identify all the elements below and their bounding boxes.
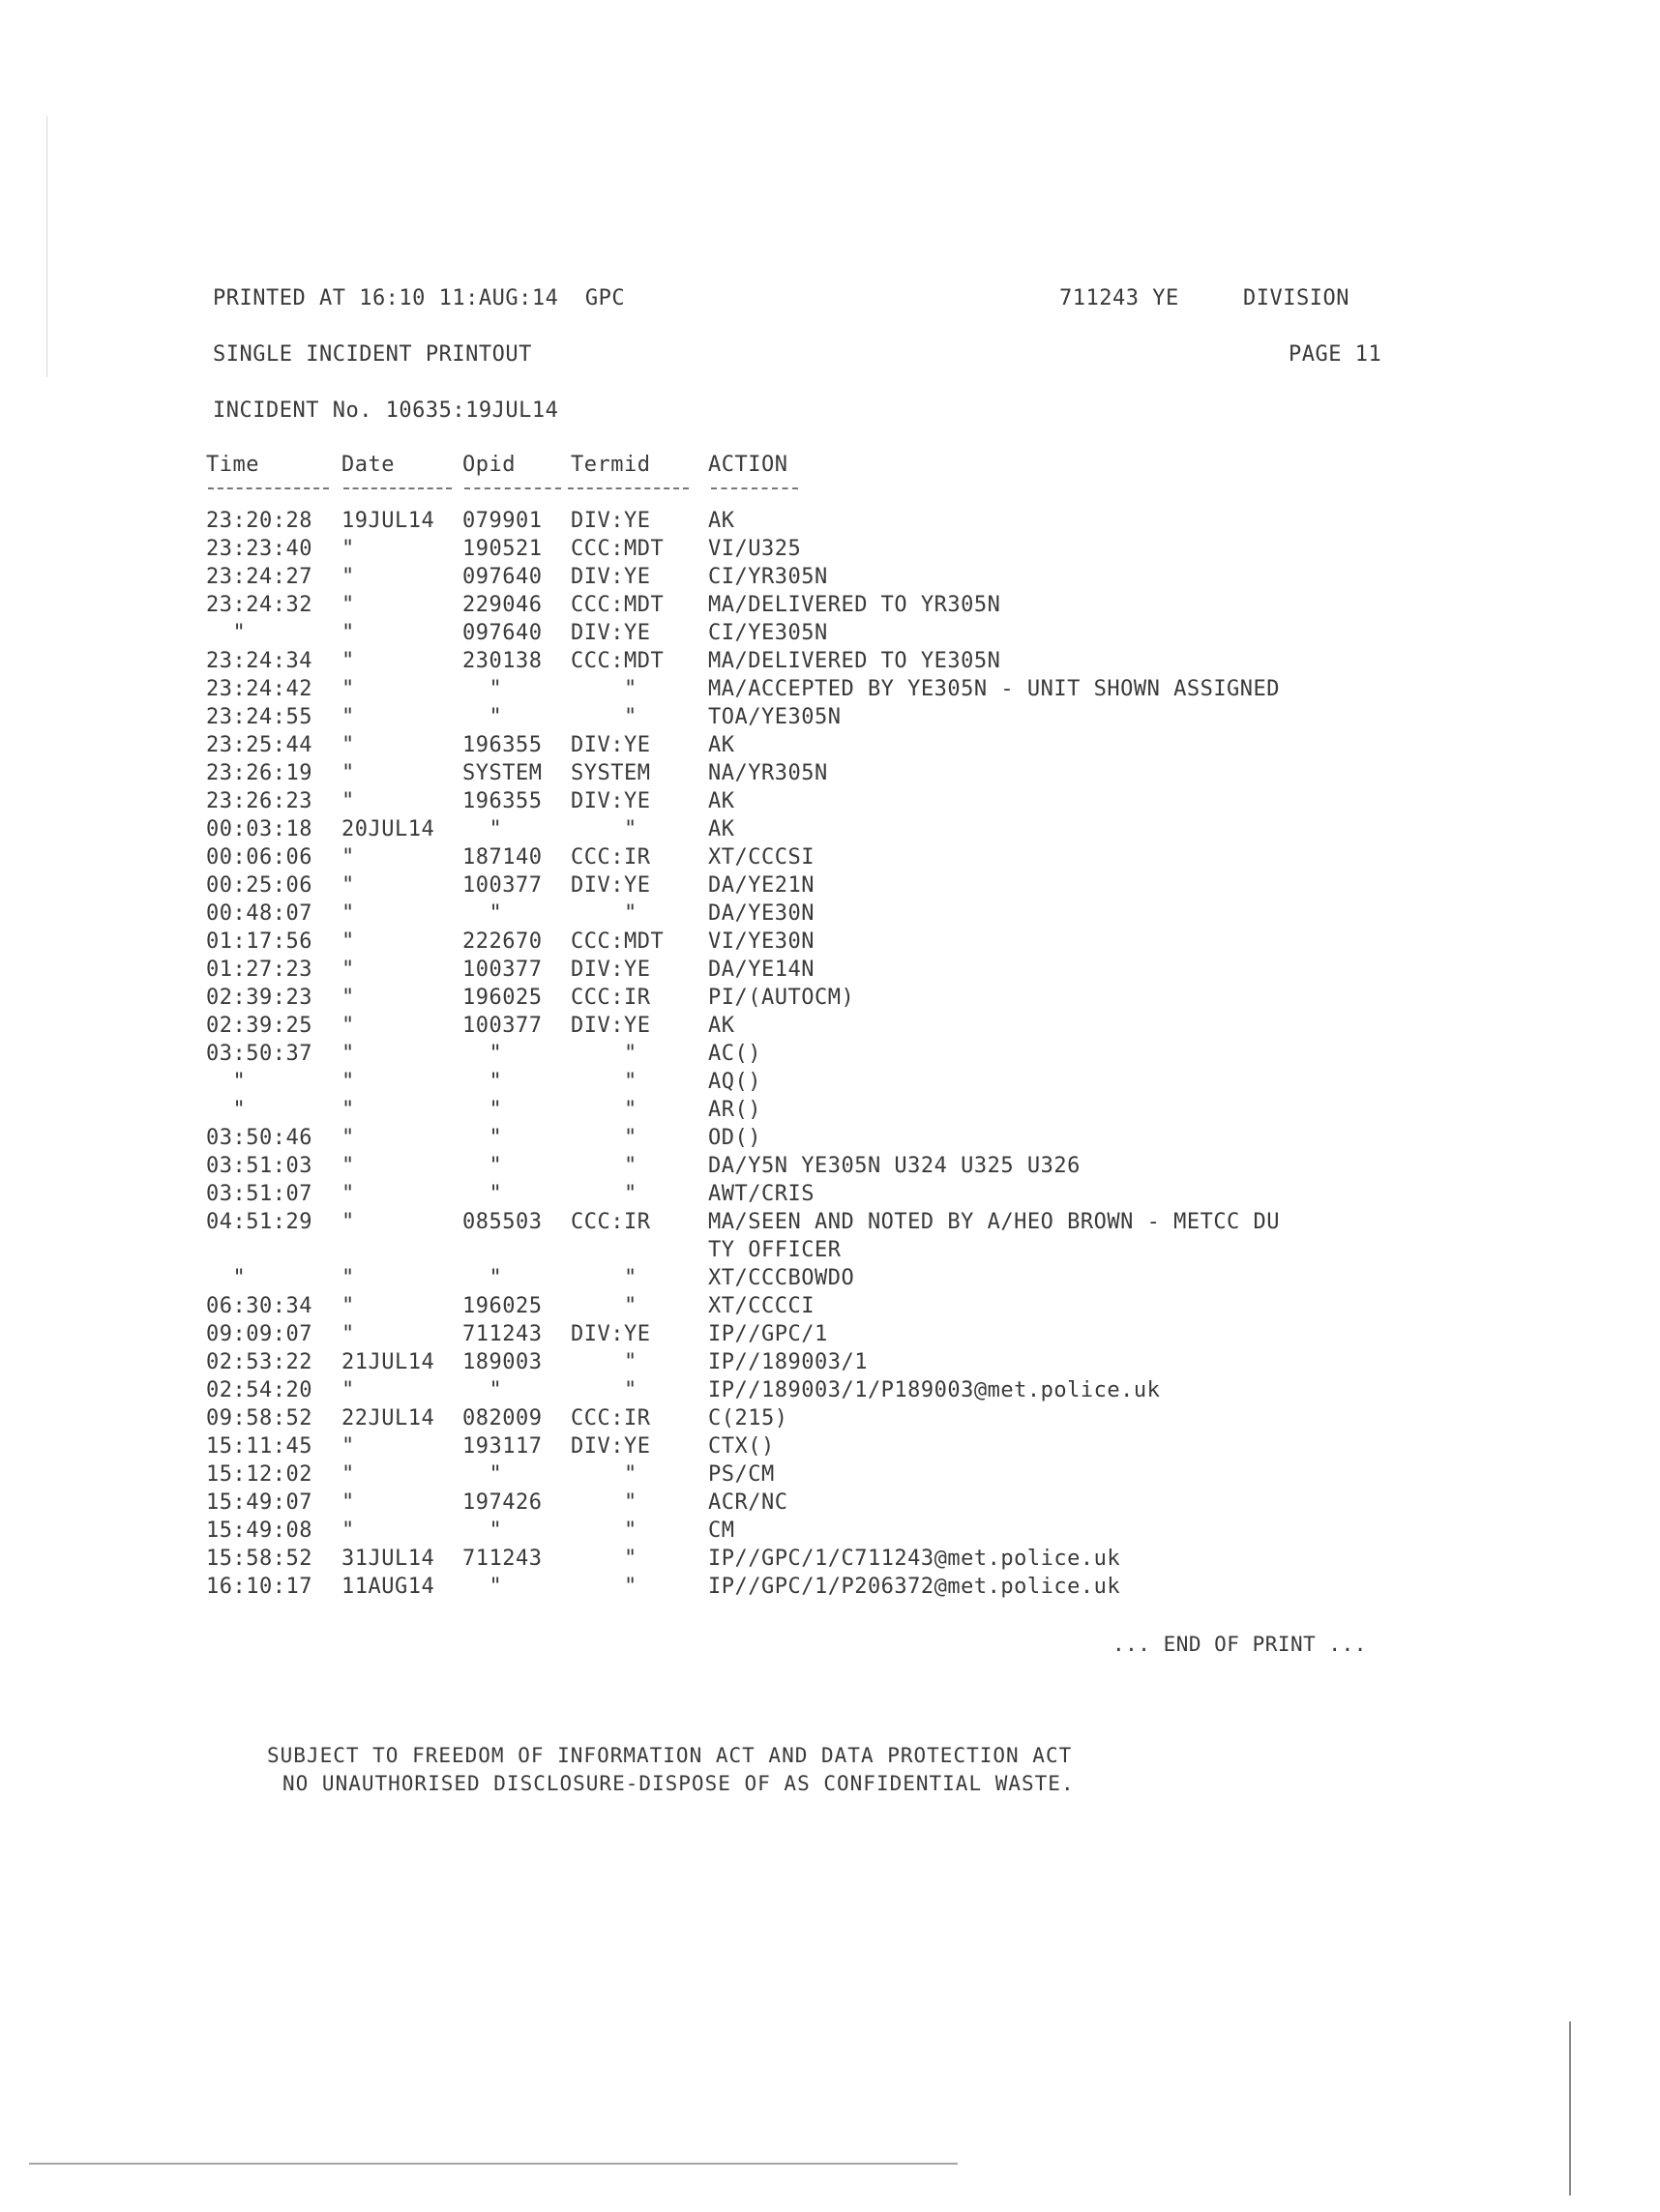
cell-opid: 100377 [462,1014,543,1038]
cell-opid: 082009 [462,1406,543,1430]
cell-action: CM [708,1519,735,1543]
cell-action: MA/DELIVERED TO YR305N [708,593,1001,617]
cell-opid: 085503 [462,1210,543,1234]
cell-date: " [341,677,355,701]
cell-time: 23:24:42 [206,677,312,701]
header-underline [343,487,452,489]
cell-opid: " [462,1042,503,1066]
cell-date: " [341,593,355,617]
cell-date: " [341,901,355,926]
column-header-time: Time [206,453,259,477]
cell-time: 02:39:25 [206,1014,312,1038]
cell-opid: 230138 [462,649,543,673]
cell-time: 23:26:23 [206,789,312,813]
cell-date: " [341,1266,355,1290]
cell-time: 02:53:22 [206,1350,312,1374]
header-underline-row [198,482,278,503]
table-row [198,873,815,901]
cell-date: " [341,621,355,645]
cell-termid: DIV:YE [571,565,651,589]
cell-date: " [341,565,355,589]
table-row [198,1575,1121,1603]
table-row [198,1182,815,1210]
cell-date: " [341,929,355,954]
header-underline [568,487,689,489]
cell-action: DA/YE14N [708,958,815,982]
cell-action: AR() [708,1098,761,1122]
cell-termid: " [571,1070,637,1094]
cell-date: " [341,1154,355,1178]
cell-termid: DIV:YE [571,873,651,898]
division-label: DIVISION [1243,286,1349,310]
cell-time: 03:51:07 [206,1182,312,1206]
cell-action: IP//GPC/1 [708,1322,828,1346]
cell-action: IP//189003/1 [708,1350,868,1374]
table-row [198,845,815,873]
cell-opid: " [462,1126,503,1150]
cell-date: " [341,1434,355,1459]
cell-date: " [341,1042,355,1066]
cell-action: IP//GPC/1/P206372@met.police.uk [708,1575,1121,1599]
cell-termid: " [571,1042,637,1066]
table-body [198,509,1281,1603]
cell-date: " [341,1098,355,1122]
cell-termid: " [571,1575,637,1599]
cell-action: AC() [708,1042,761,1066]
cell-termid: " [571,1098,637,1122]
cell-action: IP//189003/1/P189003@met.police.uk [708,1378,1161,1402]
cell-termid: " [571,901,637,926]
cell-termid: " [571,1154,637,1178]
cell-time: 00:03:18 [206,817,312,841]
cell-time: 15:49:07 [206,1490,312,1515]
cell-termid: " [571,1350,637,1374]
table-row [198,929,815,958]
cell-date: 22JUL14 [341,1406,435,1430]
header-underline [208,487,329,489]
table-row [198,1042,761,1070]
table-row [198,1350,868,1378]
cell-opid: 187140 [462,845,543,870]
table-row [198,733,735,761]
cell-termid: DIV:YE [571,1014,651,1038]
cell-time: 06:30:34 [206,1294,312,1318]
cell-opid: 197426 [462,1490,543,1515]
cell-date: " [341,1462,355,1487]
cell-termid: CCC:IR [571,1210,651,1234]
column-header-opid: Opid [462,453,516,477]
cell-termid: " [571,677,637,701]
cell-action: TOA/YE305N [708,705,842,729]
cell-termid: " [571,1266,637,1290]
cell-termid: " [571,1182,637,1206]
cell-opid: 222670 [462,929,543,954]
table-row [198,1126,761,1154]
table-row [198,1462,775,1490]
cell-termid: " [571,705,637,729]
table-row [198,705,842,733]
cell-action: XT/CCCCI [708,1294,815,1318]
cell-date: " [341,789,355,813]
cell-time: 00:25:06 [206,873,312,898]
table-row [198,1238,842,1266]
cell-time: 02:54:20 [206,1378,312,1402]
cell-time: 23:20:28 [206,509,312,533]
report-title: SINGLE INCIDENT PRINTOUT [213,342,532,367]
table-row [198,1378,1161,1406]
cell-time: " [206,621,247,645]
column-header-action: ACTION [708,453,788,477]
cell-date: " [341,649,355,673]
cell-time: 09:09:07 [206,1322,312,1346]
cell-action: AK [708,509,735,533]
cell-time: 15:12:02 [206,1462,312,1487]
cell-date: " [341,537,355,561]
cell-termid: " [571,1294,637,1318]
cell-time: 00:06:06 [206,845,312,870]
cell-action: DA/Y5N YE305N U324 U325 U326 [708,1154,1081,1178]
cell-termid: DIV:YE [571,621,651,645]
cell-action: DA/YE21N [708,873,815,898]
table-row [198,1434,775,1462]
cell-termid: DIV:YE [571,1322,651,1346]
cell-date: " [341,845,355,870]
cell-action: XT/CCCSI [708,845,815,870]
cell-date: " [341,1070,355,1094]
cell-time: 15:11:45 [206,1434,312,1459]
table-row [198,1547,1121,1575]
table-header-row [198,453,788,482]
cell-termid: CCC:IR [571,1406,651,1430]
cell-opid: 079901 [462,509,543,533]
cell-time: " [206,1070,247,1094]
column-header-date: Date [341,453,395,477]
cell-action: AK [708,817,735,841]
cell-action: PS/CM [708,1462,775,1487]
page-number: PAGE 11 [1289,342,1382,367]
cell-opid: " [462,677,503,701]
cell-date: 31JUL14 [341,1547,435,1571]
scan-artifact-right-edge [1569,2021,1571,2196]
cell-date: 20JUL14 [341,817,435,841]
column-header-termid: Termid [571,453,651,477]
cell-date: " [341,705,355,729]
table-row [198,1490,788,1519]
cell-termid: CCC:MDT [571,649,665,673]
cell-action: AWT/CRIS [708,1182,815,1206]
table-row [198,986,855,1014]
cell-opid: 193117 [462,1434,543,1459]
header-underline [464,487,561,489]
cell-termid: CCC:IR [571,845,651,870]
terminal-id: 711243 YE [1059,286,1179,310]
cell-termid: " [571,1462,637,1487]
table-row [198,789,735,817]
cell-opid: 190521 [462,537,543,561]
cell-termid: " [571,1378,637,1402]
cell-opid: " [462,705,503,729]
cell-termid: DIV:YE [571,789,651,813]
cell-termid: DIV:YE [571,509,651,533]
table-row [198,1322,828,1350]
cell-date: " [341,1210,355,1234]
cell-time: 23:24:32 [206,593,312,617]
cell-opid: " [462,1070,503,1094]
cell-action: PI/(AUTOCM) [708,986,855,1010]
table-row [198,677,1281,705]
cell-termid: " [571,1490,637,1515]
cell-date: " [341,1490,355,1515]
cell-opid: " [462,1154,503,1178]
cell-time: 01:27:23 [206,958,312,982]
incident-number: INCIDENT No. 10635:19JUL14 [213,398,559,423]
cell-date: " [341,1322,355,1346]
cell-action: MA/SEEN AND NOTED BY A/HEO BROWN - METCC DU [708,1210,1281,1234]
cell-termid: DIV:YE [571,958,651,982]
table-row [198,1294,815,1322]
cell-termid: SYSTEM [571,761,651,785]
cell-time: 15:49:08 [206,1519,312,1543]
cell-opid: " [462,1098,503,1122]
cell-time: 01:17:56 [206,929,312,954]
cell-time: " [206,1266,247,1290]
cell-opid: " [462,1575,503,1599]
table-row [198,761,828,789]
cell-action: IP//GPC/1/C711243@met.police.uk [708,1547,1121,1571]
cell-date: " [341,1519,355,1543]
cell-time: 03:50:37 [206,1042,312,1066]
table-row [198,1406,788,1434]
cell-opid: 100377 [462,958,543,982]
cell-date: " [341,1182,355,1206]
table-row [198,1266,855,1294]
cell-time: 00:48:07 [206,901,312,926]
header-underline [711,487,798,489]
cell-termid: " [571,1547,637,1571]
cell-termid: DIV:YE [571,1434,651,1459]
cell-opid: SYSTEM [462,761,543,785]
table-row [198,593,1001,621]
cell-opid: 711243 [462,1322,543,1346]
cell-action: VI/YE30N [708,929,815,954]
cell-opid: " [462,1182,503,1206]
cell-action: DA/YE30N [708,901,815,926]
table-row [198,537,802,565]
cell-time: 23:26:19 [206,761,312,785]
scan-artifact-bottom-edge [29,2163,958,2165]
end-of-print-marker: ... END OF PRINT ... [1112,1633,1367,1656]
cell-action: NA/YR305N [708,761,828,785]
cell-time: 03:50:46 [206,1126,312,1150]
table-row [198,817,735,845]
table-row [198,958,815,986]
cell-opid: 196025 [462,1294,543,1318]
incident-log-table [198,453,1281,1603]
table-row [198,621,828,649]
table-row [198,1210,1281,1238]
printed-at-line: PRINTED AT 16:10 11:AUG:14 GPC [213,286,626,310]
cell-opid: " [462,1519,503,1543]
table-row [198,565,828,593]
cell-time: 09:58:52 [206,1406,312,1430]
cell-date: " [341,761,355,785]
cell-opid: " [462,1462,503,1487]
cell-action: MA/ACCEPTED BY YE305N - UNIT SHOWN ASSIGNED [708,677,1281,701]
cell-time: 04:51:29 [206,1210,312,1234]
cell-date: " [341,1294,355,1318]
table-row [198,1519,735,1547]
cell-action: CI/YE305N [708,621,828,645]
cell-action: MA/DELIVERED TO YE305N [708,649,1001,673]
cell-action: ACR/NC [708,1490,788,1515]
cell-opid: 196355 [462,789,543,813]
cell-date: 19JUL14 [341,509,435,533]
cell-action: TY OFFICER [708,1238,842,1262]
cell-time: 15:58:52 [206,1547,312,1571]
scan-artifact-left-edge [46,116,47,377]
cell-opid: 711243 [462,1547,543,1571]
cell-action: AQ() [708,1070,761,1094]
cell-termid: CCC:MDT [571,593,665,617]
cell-action: CTX() [708,1434,775,1459]
cell-action: XT/CCCBOWDO [708,1266,855,1290]
table-row [198,901,815,929]
cell-date: " [341,986,355,1010]
cell-opid: 196025 [462,986,543,1010]
cell-termid: " [571,1126,637,1150]
cell-action: VI/U325 [708,537,802,561]
cell-termid: CCC:MDT [571,929,665,954]
cell-date: " [341,1378,355,1402]
cell-action: OD() [708,1126,761,1150]
cell-time: 23:24:55 [206,705,312,729]
cell-time: 23:24:27 [206,565,312,589]
cell-termid: " [571,817,637,841]
cell-time: 03:51:03 [206,1154,312,1178]
cell-opid: " [462,1266,503,1290]
cell-action: AK [708,789,735,813]
cell-opid: 229046 [462,593,543,617]
cell-date: " [341,1126,355,1150]
cell-time: 23:24:34 [206,649,312,673]
table-row [198,1154,1081,1182]
cell-action: AK [708,1014,735,1038]
cell-opid: 097640 [462,621,543,645]
table-row [198,1014,735,1042]
cell-opid: " [462,817,503,841]
cell-time: 23:25:44 [206,733,312,757]
confidentiality-notice-line-2: NO UNAUTHORISED DISCLOSURE-DISPOSE OF AS CONFIDENTIAL WASTE. [282,1772,1075,1795]
cell-date: " [341,873,355,898]
cell-time: 23:23:40 [206,537,312,561]
cell-opid: " [462,901,503,926]
table-row [198,1070,761,1098]
cell-time: 16:10:17 [206,1575,312,1599]
cell-time: 02:39:23 [206,986,312,1010]
cell-termid: " [571,1519,637,1543]
cell-opid: 189003 [462,1350,543,1374]
cell-date: " [341,733,355,757]
cell-date: 21JUL14 [341,1350,435,1374]
cell-date: " [341,958,355,982]
cell-opid: 196355 [462,733,543,757]
cell-action: CI/YR305N [708,565,828,589]
table-row [198,1098,761,1126]
cell-date: 11AUG14 [341,1575,435,1599]
confidentiality-notice-line-1: SUBJECT TO FREEDOM OF INFORMATION ACT AND DATA PROTECTION ACT [267,1744,1073,1767]
cell-action: C(215) [708,1406,788,1430]
cell-action: AK [708,733,735,757]
cell-termid: DIV:YE [571,733,651,757]
cell-opid: " [462,1378,503,1402]
cell-termid: CCC:MDT [571,537,665,561]
cell-termid: CCC:IR [571,986,651,1010]
cell-time: " [206,1098,247,1122]
cell-date: " [341,1014,355,1038]
cell-opid: 100377 [462,873,543,898]
table-row [198,509,735,537]
table-row [198,649,1001,677]
cell-opid: 097640 [462,565,543,589]
